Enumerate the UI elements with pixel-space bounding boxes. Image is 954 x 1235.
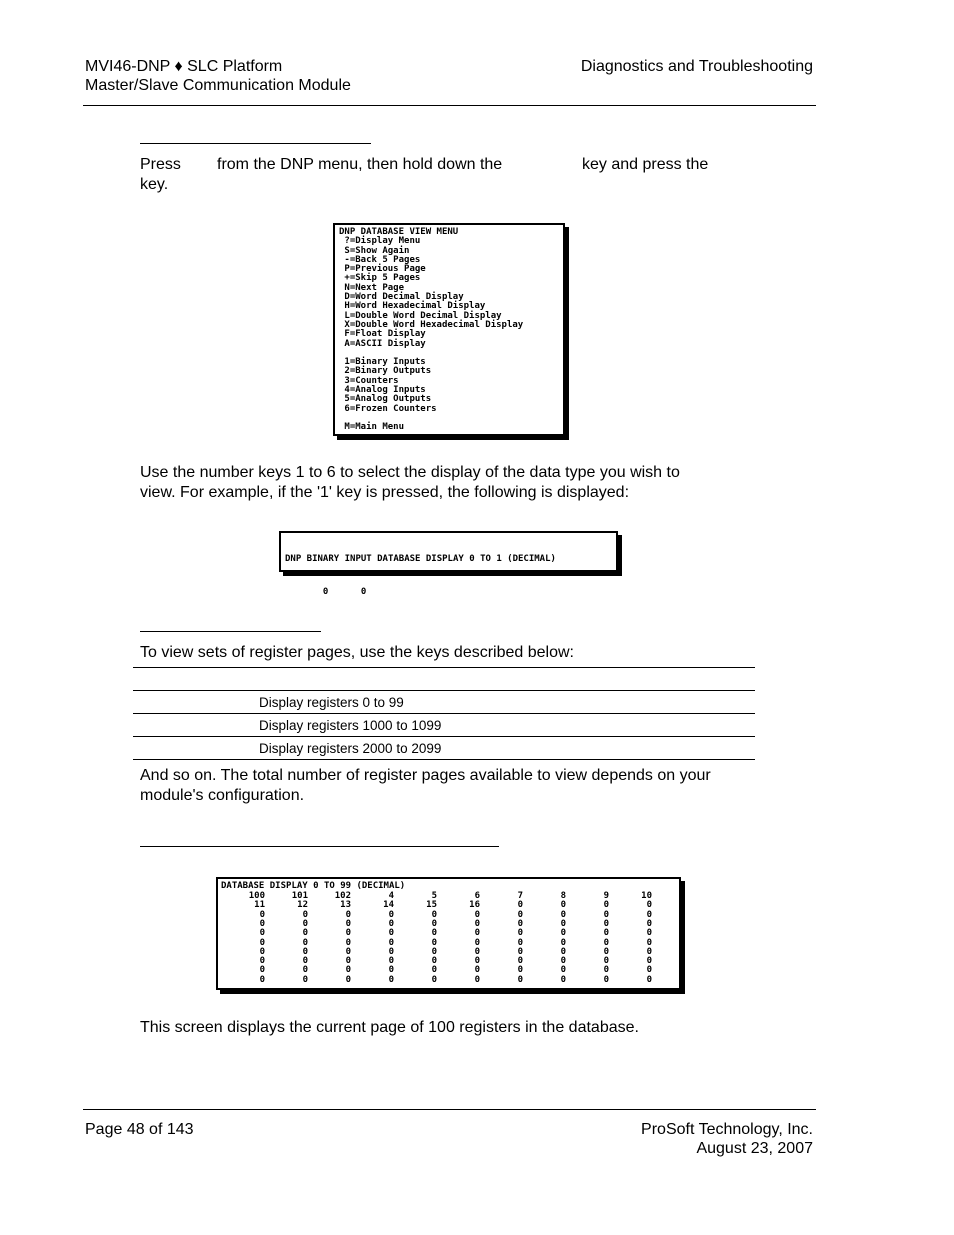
- register-value-cell: 0: [302, 956, 308, 967]
- register-value-cell: 0: [345, 946, 351, 957]
- menu-line: H=Word Hexadecimal Display: [339, 301, 486, 312]
- footer-page-number: Page 48 of 143: [85, 1121, 194, 1138]
- menu-line: L=Double Word Decimal Display: [339, 310, 502, 321]
- menu-line: 3=Counters: [339, 375, 399, 386]
- register-value-cell: 0: [646, 937, 652, 948]
- register-value-cell: 0: [259, 918, 265, 929]
- register-value-cell: 0: [603, 918, 609, 929]
- register-value-cell: 0: [517, 974, 523, 985]
- footer-rule: [83, 1109, 816, 1110]
- register-value-cell: 0: [388, 965, 394, 976]
- menu-line: D=Word Decimal Display: [339, 292, 464, 303]
- register-value-cell: 0: [474, 974, 480, 985]
- register-value-cell: 0: [302, 946, 308, 957]
- menu-line: F=Float Display: [339, 329, 426, 340]
- header-section-title: Diagnostics and Troubleshooting: [580, 58, 813, 75]
- register-value-cell: 0: [474, 965, 480, 976]
- register-value-cell: 0: [603, 928, 609, 939]
- menu-line: A=ASCII Display: [339, 338, 426, 349]
- register-value-cell: 0: [560, 928, 566, 939]
- register-value-cell: 0: [302, 974, 308, 985]
- menu-line: X=Double Word Hexadecimal Display: [339, 319, 524, 330]
- register-value-cell: 0: [474, 937, 480, 948]
- register-value-cell: 0: [646, 946, 652, 957]
- register-value-cell: 0: [517, 956, 523, 967]
- register-value-cell: 0: [603, 965, 609, 976]
- number-keys-text-line2: view. For example, if the '1' key is pressed, the following is displayed:: [140, 484, 630, 501]
- register-value-cell: 0: [517, 918, 523, 929]
- menu-line: 6=Frozen Counters: [339, 403, 437, 414]
- register-value-cell: 0: [388, 909, 394, 920]
- menu-line: 5=Analog Outputs: [339, 394, 432, 405]
- register-value-cell: 0: [302, 918, 308, 929]
- register-value-cell: 0: [259, 909, 265, 920]
- instruction-key: key.: [140, 176, 169, 193]
- table-row: [133, 668, 755, 691]
- register-value-cell: 0: [603, 974, 609, 985]
- register-key-cell: [133, 737, 259, 760]
- register-value-cell: 0: [431, 928, 437, 939]
- footer-date: August 23, 2007: [696, 1140, 813, 1157]
- footer-company: ProSoft Technology, Inc.: [641, 1121, 813, 1138]
- register-value-cell: 0: [345, 909, 351, 920]
- register-value-cell: 0: [259, 956, 265, 967]
- register-value-cell: 0: [560, 965, 566, 976]
- register-value-cell: 0: [302, 965, 308, 976]
- register-value-cell: 0: [646, 909, 652, 920]
- number-keys-text-line1: Use the number keys 1 to 6 to select the display of the data type you wish to: [140, 464, 680, 481]
- register-value-cell: 0: [560, 937, 566, 948]
- register-value-cell: 0: [388, 918, 394, 929]
- register-value-cell: 0: [474, 956, 480, 967]
- register-value-cell: 0: [431, 937, 437, 948]
- so-on-text-line2: module's configuration.: [140, 787, 305, 804]
- menu-line: -=Back 5 Pages: [339, 254, 421, 265]
- register-value-cell: 0: [560, 918, 566, 929]
- register-value-cell: 0: [388, 956, 394, 967]
- register-value-cell: 0: [603, 956, 609, 967]
- instruction-key-press: key and press the: [582, 156, 709, 173]
- register-description-cell: Display registers 0 to 99: [259, 691, 755, 714]
- so-on-text-line1: And so on. The total number of register pages available to view depends on your: [140, 767, 711, 784]
- menu-line: 4=Analog Inputs: [339, 385, 426, 396]
- register-key-cell: [133, 714, 259, 737]
- menu-line: S=Show Again: [339, 245, 410, 256]
- register-value-cell: 0: [646, 928, 652, 939]
- register-value-cell: 0: [345, 928, 351, 939]
- register-value-cell: 102: [334, 891, 351, 901]
- register-value-cell: 0: [603, 937, 609, 948]
- register-keys-table: [133, 667, 755, 760]
- register-value-cell: 0: [345, 937, 351, 948]
- register-value-cell: 13: [340, 900, 351, 911]
- register-value-cell: 0: [431, 965, 437, 976]
- register-value-cell: 0: [431, 974, 437, 985]
- section-heading-rule-2: [140, 631, 321, 632]
- register-value-cell: 0: [431, 956, 437, 967]
- database-display-screen: [216, 877, 681, 990]
- register-value-cell: 0: [259, 946, 265, 957]
- binary-display-values: 0 0: [285, 587, 367, 598]
- register-value-cell: 0: [388, 946, 394, 957]
- register-value-cell: 9: [603, 891, 609, 901]
- database-view-menu-screen: [333, 223, 565, 436]
- register-value-cell: 0: [388, 974, 394, 985]
- table-row: [133, 714, 755, 737]
- register-value-cell: 0: [646, 965, 652, 976]
- header-rule: [83, 105, 816, 106]
- register-value-cell: 0: [345, 974, 351, 985]
- register-value-cell: 0: [431, 909, 437, 920]
- register-value-cell: 7: [517, 891, 523, 901]
- register-value-cell: 5: [431, 891, 437, 901]
- menu-line: +=Skip 5 Pages: [339, 273, 421, 284]
- register-value-cell: 0: [560, 974, 566, 985]
- register-value-cell: 101: [291, 891, 308, 901]
- register-key-cell: [133, 668, 259, 691]
- section-heading-rule-1: [140, 143, 371, 144]
- register-value-cell: 11: [254, 900, 265, 911]
- register-value-cell: 0: [517, 937, 523, 948]
- table-row: [133, 691, 755, 714]
- register-value-cell: 0: [259, 937, 265, 948]
- register-value-cell: 0: [603, 946, 609, 957]
- menu-line: DNP DATABASE VIEW MENU: [339, 227, 459, 237]
- register-value-cell: 0: [646, 900, 652, 911]
- register-value-cell: 6: [474, 891, 480, 901]
- register-value-cell: 0: [517, 965, 523, 976]
- menu-line: ?=Display Menu: [339, 236, 421, 247]
- register-value-cell: 0: [560, 900, 566, 911]
- register-value-cell: 0: [517, 900, 523, 911]
- instruction-press: Press: [140, 156, 181, 173]
- binary-input-display-screen: [279, 531, 618, 598]
- menu-line: N=Next Page: [339, 282, 405, 293]
- header-product-subtitle: Master/Slave Communication Module: [85, 77, 351, 94]
- register-value-cell: 0: [345, 965, 351, 976]
- register-value-cell: 0: [302, 909, 308, 920]
- header-product-title: MVI46-DNP ♦ SLC Platform: [85, 58, 283, 75]
- database-display-title: DATABASE DISPLAY 0 TO 99 (DECIMAL): [221, 881, 406, 891]
- register-value-cell: 0: [474, 909, 480, 920]
- register-value-cell: 0: [388, 937, 394, 948]
- register-description-cell: Display registers 2000 to 2099: [259, 737, 755, 760]
- register-value-cell: 0: [474, 928, 480, 939]
- menu-line: M=Main Menu: [339, 422, 405, 433]
- register-value-cell: 0: [302, 937, 308, 948]
- table-row: [133, 737, 755, 760]
- register-value-cell: 0: [345, 918, 351, 929]
- register-value-cell: 0: [259, 965, 265, 976]
- register-value-cell: 12: [297, 900, 308, 911]
- register-value-cell: 100: [248, 891, 265, 901]
- instruction-from-menu: from the DNP menu, then hold down the: [217, 156, 503, 173]
- register-value-cell: 0: [517, 946, 523, 957]
- register-value-cell: 0: [259, 974, 265, 985]
- register-description-cell: [259, 668, 755, 691]
- register-value-cell: 0: [345, 956, 351, 967]
- register-value-cell: 0: [388, 928, 394, 939]
- register-value-cell: 0: [474, 946, 480, 957]
- register-value-cell: 0: [646, 918, 652, 929]
- register-pages-intro: To view sets of register pages, use the keys described below:: [140, 644, 574, 661]
- register-value-cell: 0: [517, 928, 523, 939]
- register-value-cell: 0: [517, 909, 523, 920]
- register-value-cell: 8: [560, 891, 566, 901]
- register-value-cell: 10: [641, 891, 652, 901]
- menu-line: 1=Binary Inputs: [339, 357, 426, 368]
- menu-line: 2=Binary Outputs: [339, 366, 432, 377]
- current-page-text: This screen displays the current page of 100 registers in the database.: [140, 1019, 639, 1036]
- register-value-cell: 0: [560, 909, 566, 920]
- register-value-cell: 16: [469, 900, 480, 911]
- register-value-cell: 14: [383, 900, 394, 911]
- menu-line: P=Previous Page: [339, 264, 426, 275]
- register-key-cell: [133, 691, 259, 714]
- register-value-cell: 0: [302, 928, 308, 939]
- register-value-cell: 15: [426, 900, 437, 911]
- register-value-cell: 0: [646, 974, 652, 985]
- register-value-cell: 0: [603, 909, 609, 920]
- register-value-cell: 0: [431, 946, 437, 957]
- register-description-cell: Display registers 1000 to 1099: [259, 714, 755, 737]
- register-value-cell: 0: [560, 956, 566, 967]
- register-value-cell: 0: [603, 900, 609, 911]
- register-value-cell: 0: [474, 918, 480, 929]
- register-value-cell: 0: [259, 928, 265, 939]
- register-value-cell: 0: [431, 918, 437, 929]
- binary-display-title: DNP BINARY INPUT DATABASE DISPLAY 0 TO 1 (DECIMAL): [285, 553, 556, 564]
- section-heading-rule-3: [140, 846, 499, 847]
- register-value-cell: 4: [388, 891, 394, 901]
- register-value-cell: 0: [560, 946, 566, 957]
- register-value-cell: 0: [646, 956, 652, 967]
